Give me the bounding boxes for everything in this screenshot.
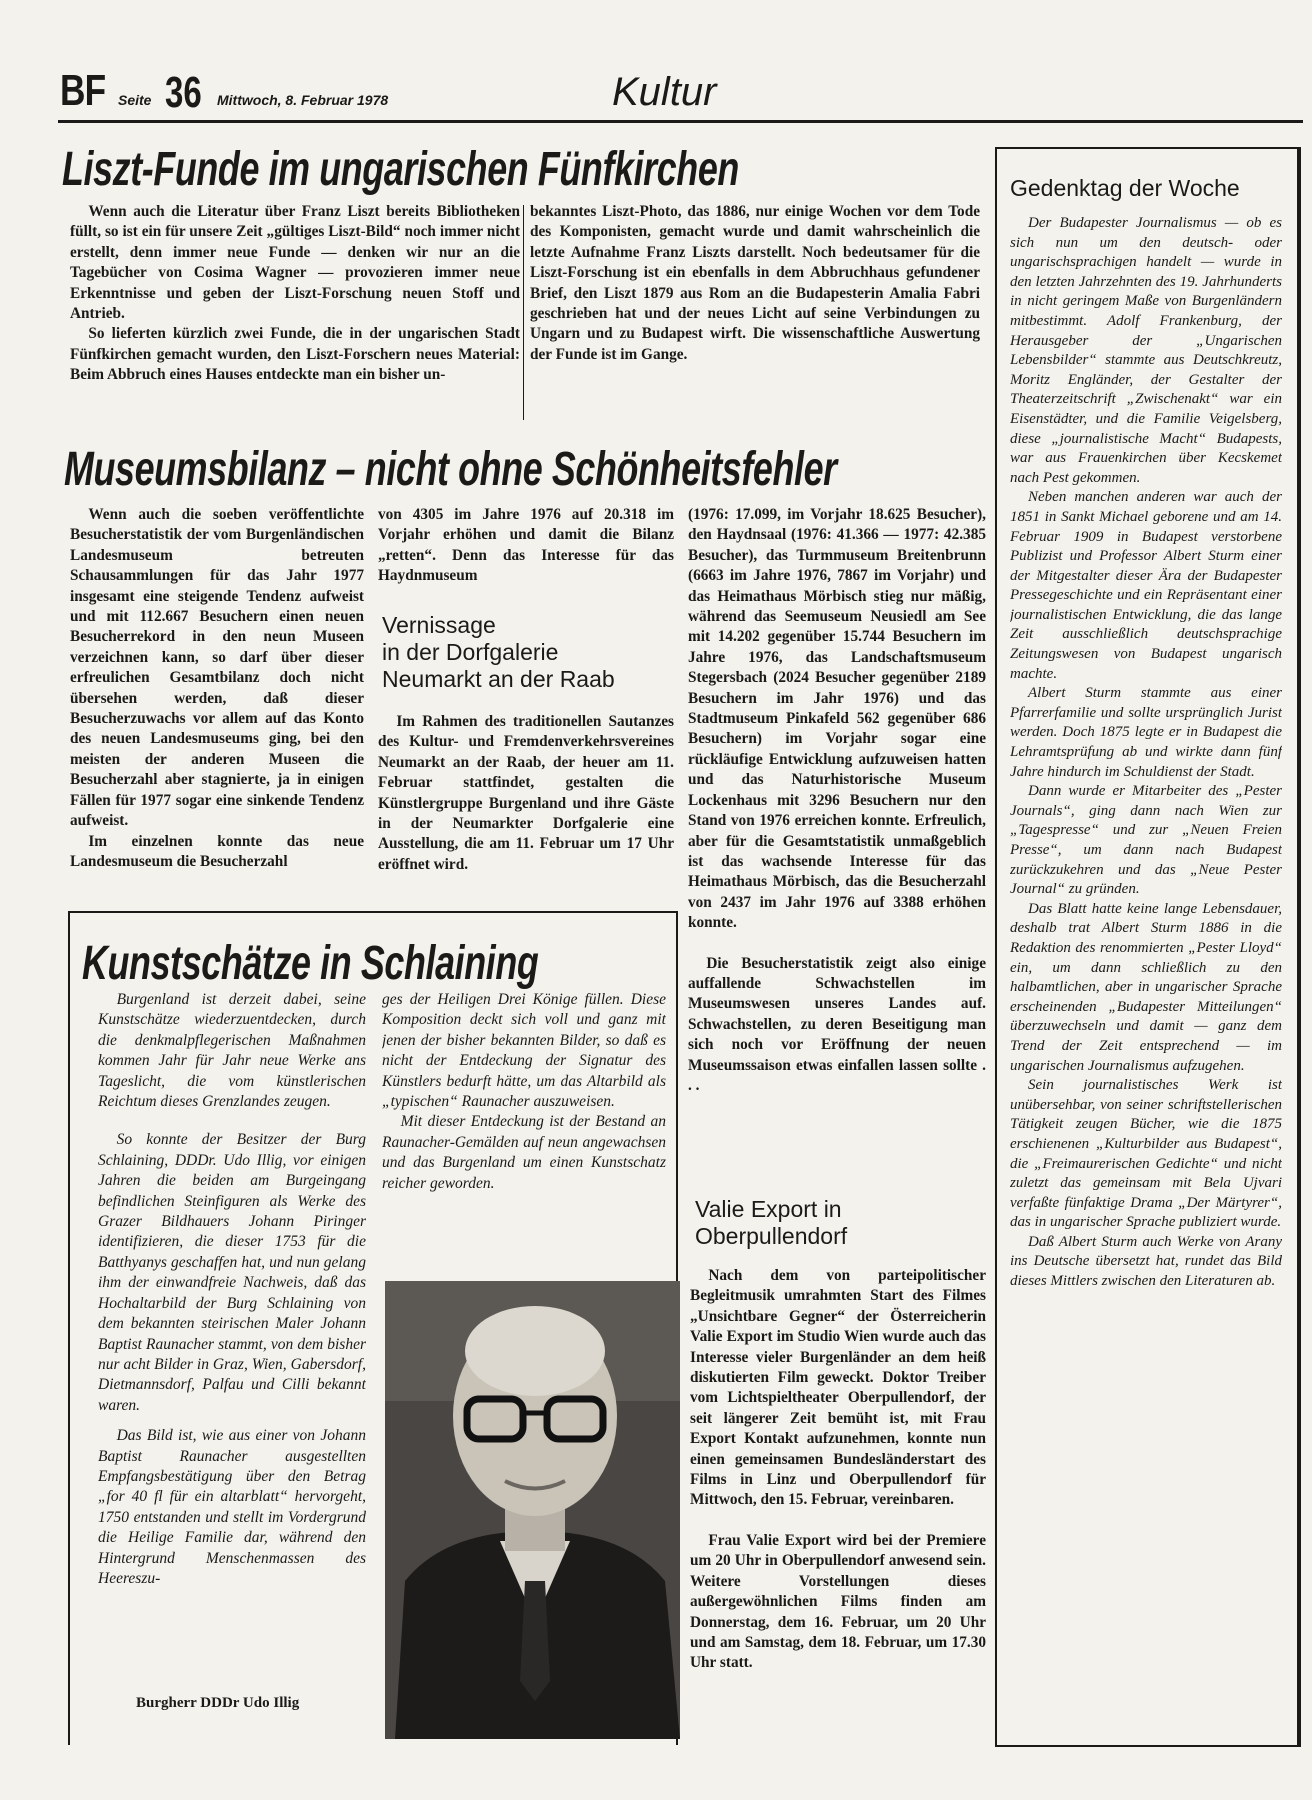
paragraph: Wenn auch die Literatur über Franz Liszt bereits Bibliotheken füllt, so ist ein für unsere Zeit „gültiges Liszt-Bild“ noch immer nicht erstellt, denn immer neue Funde — denken wir nur an die Tagebücher von Cosima Wagner — provozieren immer neue Erkenntnisse und geben der Liszt-Forschung neuen Stoff und Antrieb. [70, 203, 520, 323]
gedenktag-body [1010, 214, 1282, 1734]
paragraph: Neben manchen anderen war auch der 1851 in Sankt Michael geborene und am 14. Februar 1909 in Budapest verstorbene Publizist und Professor Albert Sturm einer der Mitgestalter dieser Ära der Budapester Pressegeschichte und ein Repräsentant einer journalistischen Entwicklung, die das lange Zeit ausschließlich deutschsprachige Zeitungswesen von Budapest ungarisch machte. [1010, 489, 1282, 682]
paragraph: Daß Albert Sturm auch Werke von Arany ins Deutsche übersetzt hat, rundet das Bild dieses Mittlers zwischen den Literaturen ab. [1010, 1233, 1282, 1290]
photo-caption: Burgherr DDDr Udo Illig [136, 1695, 300, 1711]
page-number: 36 [165, 68, 202, 117]
section-title: Kultur [612, 70, 717, 114]
paragraph: (1976: 17.099, im Vorjahr 18.625 Besucher), den Haydnsaal (1976: 41.366 — 1977: 42.385 Besucher), das Turmmuseum Breitenbrunn (6663 im Jahre 1976, 7867 im Vorjahr) und das Heimathaus Mörbisch stieg nur mäßig, während das Seemuseum Neusiedl am See mit 14.202 gegenüber 15.744 Besuchern im Jahre 1976, das Landschaftsmuseum Stegersbach (2024 Besucher gegenüber 2189 Besuchern im Jahr 1976) und das Stadtmuseum Pinkafeld 562 gegenüber 686 Besuchern) im Vorjahr sogar eine rückläufige Entwicklung aufzuweisen hatten und das Naturhistorische Museum Lockenhaus mit 3296 Besuchern nur den Stand von 1976 erreichen konnte. Erfreulich, aber für die Gesamtstatistik unmaßgeblich ist das wachsende Interesse für das Heimathaus Mörbisch, das die Besucherzahl von 2437 im Jahr 1976 auf 3388 erhöhen konnte. [688, 506, 986, 932]
paragraph: bekanntes Liszt-Photo, das 1886, nur einige Wochen vor dem Tode des Komponisten, gemacht wurde und damit wahrscheinlich die letzte Aufnahme Franz Liszts darstellt. Noch bedeutsamer für die Liszt-Forschung ist ein ebenfalls in dem Abbruchhaus gefundener Brief, den Liszt 1879 aus Rom an die Budapesterin Amalia Fabri geschrieben hat und der neues Licht auf seine Verbindungen zu Ungarn und zu Budapest wirft. Die wissenschaftliche Auswertung der Funde ist im Gange. [530, 203, 980, 363]
paragraph: Im Rahmen des traditionellen Sautanzes des Kultur- und Fremdenverkehrsvereines Neumarkt an der Raab, der heuer am 11. Februar stattfindet, gestalten die Künstlergruppe Burgenland und ihre Gäste in der Neumarkter Dorfgalerie eine Ausstellung, die am 11. Februar um 17 Uhr eröffnet wird. [378, 713, 674, 873]
paragraph: Albert Sturm stammte aus einer Pfarrerfamilie und sollte ursprünglich Jurist werden. Doch 1875 legte er in Budapest die Lehramtsprüfung ab und wirkte dann fünf Jahre hindurch im Schuldienst der Stadt. [1010, 685, 1282, 780]
vernissage-body [378, 712, 674, 892]
museum-column-3 [688, 505, 986, 1175]
newspaper-logo: BF [60, 66, 106, 115]
kunstschaetze-column-2 [382, 990, 666, 1280]
portrait-illustration [385, 1281, 680, 1739]
paragraph: Dann wurde er Mitarbeiter des „Pester Journals“, ging dann nach Wien zur „Tagespresse“ und zur „Neuen Freien Presse“, um dann nach Budapest zurückzukehren und das „Neue Pester Journal“ zu gründen. [1010, 783, 1282, 898]
paragraph: Mit dieser Entdeckung ist der Bestand an Raunacher-Gemälden auf neun angewachsen und das Burgenland um einen Kunstschatz reicher geworden. [382, 1113, 666, 1192]
museum-column-1 [70, 505, 364, 890]
column-divider [523, 205, 524, 420]
paragraph: Nach dem von parteipolitischer Begleitmusik umrahmten Start des Filmes „Unsichtbare Gegner“ der Österreicherin Valie Export im Studio Wien wurde auch das Interesse vieler Burgenländer an dem heiß diskutierten Film geweckt. Doktor Treiber vom Lichtspieltheater Oberpullendorf, der seit längerer Zeit bemüht ist, mit Frau Export Kontakt aufzunehmen, konnte nun einen gemeinsamen Bundesländerstart des Films in Linz und Oberpullendorf für Mittwoch, den 15. Februar, vereinbaren. [690, 1267, 986, 1509]
paragraph: Sein journalistisches Werk ist unübersehbar, von seiner schriftstellerischen Tätigkeit zeugen Bücher, wie die 1875 erschienenen „Kulturbilder aus Budapest“, die „Freimaurerischen Gedichte“ und nicht zuletzt das gemeinsam mit Bela Ujvari verfaßte fünfaktige Drama „Der Märtyrer“, das in ungarischer Sprache publiziert wurde. [1010, 1077, 1282, 1231]
paragraph: Der Budapester Journalismus — ob es sich nun um den deutsch- oder ungarischsprachigen handelt — wurde in den letzten Jahrzehnten des 19. Jahrhunderts in nicht geringem Maße von Burgenländern mitbestimmt. Adolf Frankenburg, der Herausgeber der „Ungarischen Lebensbilder“ stammte aus Deutschkreutz, Moritz Engländer, der Gestalter der Theaterzeitschrift „Zwischenakt“ war ein Eisenstädter, und die Familie Veigelsberg, diese „journalistische Macht“ Budapests, war aus Frauenkirchen über Kecskemet nach Pest gekommen. [1010, 215, 1282, 486]
headline-line: Oberpullendorf [695, 1223, 848, 1249]
headline-line: Valie Export in [695, 1196, 842, 1222]
vernissage-headline [382, 612, 672, 693]
page-label: Seite [118, 92, 152, 108]
gedenktag-headline: Gedenktag der Woche [1010, 175, 1240, 201]
museum-headline: Museumsbilanz – nicht ohne Schönheitsfehler [64, 441, 837, 496]
museum-column-2 [378, 505, 674, 589]
paragraph: So lieferten kürzlich zwei Funde, die in der ungarischen Stadt Fünfkirchen gemacht wurden, den Liszt-Forschern neues Material: Beim Abbruch eines Hauses entdeckte man ein bisher un- [70, 325, 520, 384]
paragraph: Frau Valie Export wird bei der Premiere um 20 Uhr in Oberpullendorf anwesend sein. Weitere Vorstellungen dieses außergewöhnlichen Films finden am Donnerstag, dem 16. Februar, um 20 Uhr und am Samstag, dem 18. Februar, um 17.30 Uhr statt. [690, 1531, 986, 1672]
issue-date: Mittwoch, 8. Februar 1978 [217, 92, 389, 108]
paragraph: Das Bild ist, wie aus einer von Johann Baptist Raunacher ausgestellten Empfangsbestätigung über den Betrag „for 40 fl für ein altarblatt“ hervorgeht, 1750 entstanden und stellt im Vordergrund die Heilige Familie dar, während den Hintergrund Menschenmassen des Heereszu- [98, 1427, 366, 1587]
headline-line: Vernissage [382, 612, 496, 638]
portrait-photo [385, 1281, 680, 1739]
paragraph: Wenn auch die soeben veröffentlichte Besucherstatistik der vom Burgenländischen Landesmuseum betreuten Schausammlungen für das Jahr 1977 insgesamt eine steigende Tendenz aufweist und mit 112.667 Besuchern einen neuen Besucherrekord in den neun Museen verzeichnen kann, so darf über dieser erfreulichen Gesamtbilanz doch nicht übersehen werden, daß dieser Besucherzuwachs vor allem auf das Konto des neuen Landesmuseums ging, bei den meisten der anderen Museen die Besucherzahl aber stagnierte, ja in einigen Fällen für 1977 sogar eine sinkende Tendenz aufweist. [70, 506, 364, 830]
valie-export-body [690, 1266, 986, 1741]
paragraph: So konnte der Besitzer der Burg Schlaining, DDDr. Udo Illig, vor einigen Jahren die beiden am Burgeingang befindlichen Steinfiguren als Werke des Grazer Bildhauers Johann Piringer identifizieren, die dieser 1753 für die Batthyanys geschaffen hat, und nun gelang ihm der einwandfreie Nachweis, daß das Hochaltarbild der Burg Schlaining von dem bekannten steirischen Maler Johann Baptist Raunacher stammt, von dem bisher nur acht Bilder in Graz, Wien, Gabersdorf, Dietmannsdorf, Palfau und Cilli bekannt waren. [98, 1131, 366, 1414]
valie-export-headline [695, 1196, 985, 1250]
headline-line: Neumarkt an der Raab [382, 666, 615, 692]
paragraph: Im einzelnen konnte das neue Landesmuseum die Besucherzahl [70, 832, 364, 870]
paragraph: ges der Heiligen Drei Könige füllen. Diese Komposition deckt sich voll und ganz mit jenen der bisher bekannten Bilder, so daß es nicht der Entdeckung der Signatur des Künstlers bedurft hätte, um das Altarbild als „typischen“ Raunacher auszuweisen. [382, 991, 666, 1111]
kunstschaetze-headline: Kunstschätze in Schlaining [82, 935, 539, 990]
paragraph: von 4305 im Jahre 1976 auf 20.318 im Vorjahr erhöhen und damit die Bilanz „retten“. Denn das Interesse für das Haydnmuseum [378, 506, 674, 585]
paragraph: Burgenland ist derzeit dabei, seine Kunstschätze wiederzuentdecken, durch die denkmalpflegerischen Maßnahmen kommen Jahr für Jahr neue Werke ans Tageslicht, die vom künstlerischen Reichtum dieses Grenzlandes zeugen. [98, 991, 366, 1111]
liszt-headline: Liszt-Funde im ungarischen Fünfkirchen [62, 141, 739, 196]
headline-line: in der Dorfgalerie [382, 639, 559, 665]
paragraph: Das Blatt hatte keine lange Lebensdauer, deshalb trat Albert Sturm 1886 in die Redaktion des renommierten „Pester Lloyd“ ein, um dann schließlich zu den halbamtlichen, aber in ungarischer Sprache erscheinenden „Budapester Mitteilungen“ überzuwechseln und damit — ganz dem Trend der Zeit entsprechend — im ungarischen Journalismus aufzugehen. [1010, 900, 1282, 1074]
kunstschaetze-column-1 [98, 990, 366, 1735]
header-rule [58, 120, 1303, 123]
paragraph: Die Besucherstatistik zeigt also einige auffallende Schwachstellen im Museumswesen unseres Landes auf. Schwachstellen, zu deren Beseitigung man sich noch vor Eröffnung der neuen Museumssaison etwas einfallen lassen sollte . . . [688, 954, 986, 1094]
liszt-column-2 [530, 202, 980, 426]
liszt-column-1 [70, 202, 520, 426]
